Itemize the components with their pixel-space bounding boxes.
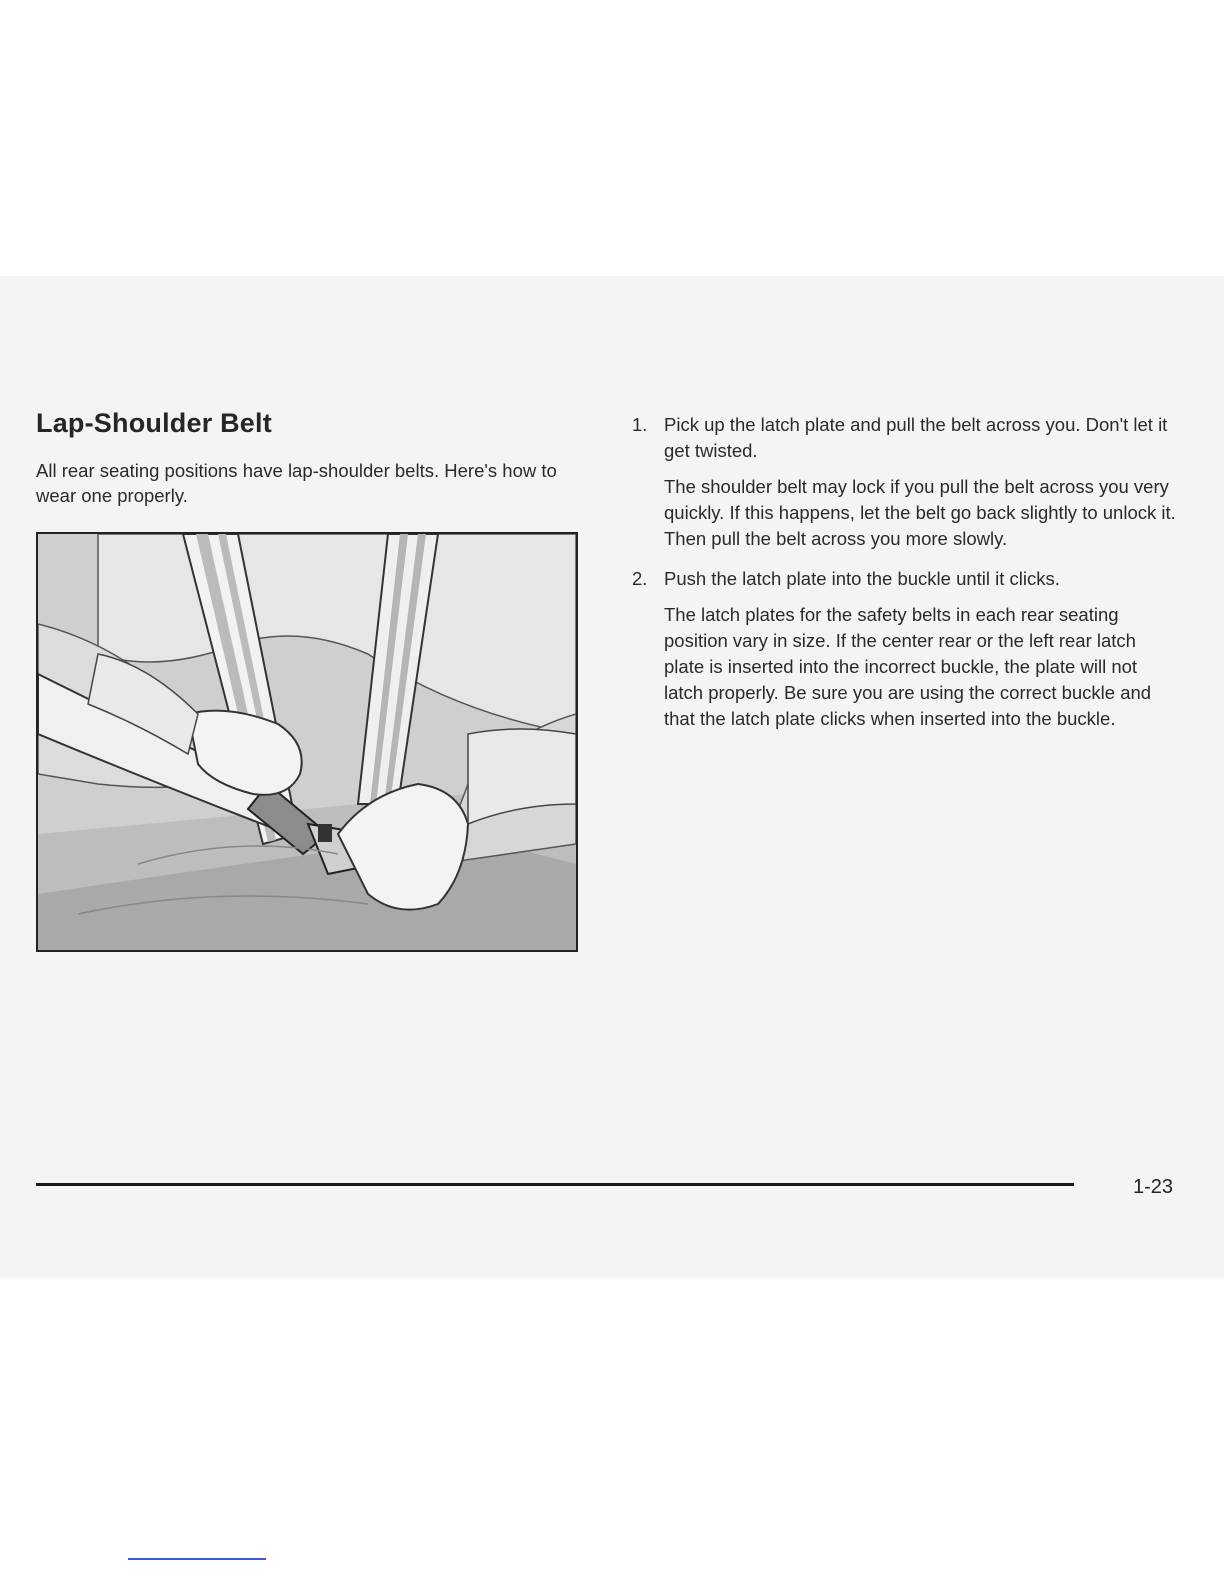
step-item [630,566,1180,732]
seatbelt-illustration [36,532,578,952]
step-item [630,412,1180,552]
step-note: The latch plates for the safety belts in each rear seating position vary in size. If the center rear or the left rear latch plate is inserted into the incorrect buckle, the plate will not latch properly. Be sure you are using the correct buckle and that the latch plate clicks when inserted into the buckle. [664,604,1152,729]
link-underline [128,1558,266,1560]
step-number: 1. [632,414,648,435]
page-title: Lap-Shoulder Belt [36,408,272,438]
buckle-button-shape [318,824,332,842]
footer-rule [36,1183,1074,1186]
page-number: 1-23 [1133,1176,1174,1198]
intro-paragraph: All rear seating positions have lap-shoulder belts. Here's how to wear one properly. [36,460,557,506]
step-number: 2. [632,568,648,589]
instruction-steps [630,412,1180,732]
step-note: The shoulder belt may lock if you pull the belt across you very quickly. If this happens, let the belt go back slightly to unlock it. Then pull the belt across you more slowly. [664,476,1176,549]
step-text: Pick up the latch plate and pull the belt across you. Don't let it get twisted. [664,414,1168,461]
step-text: Push the latch plate into the buckle until it clicks. [664,568,1060,589]
illustration-icon [38,534,576,950]
